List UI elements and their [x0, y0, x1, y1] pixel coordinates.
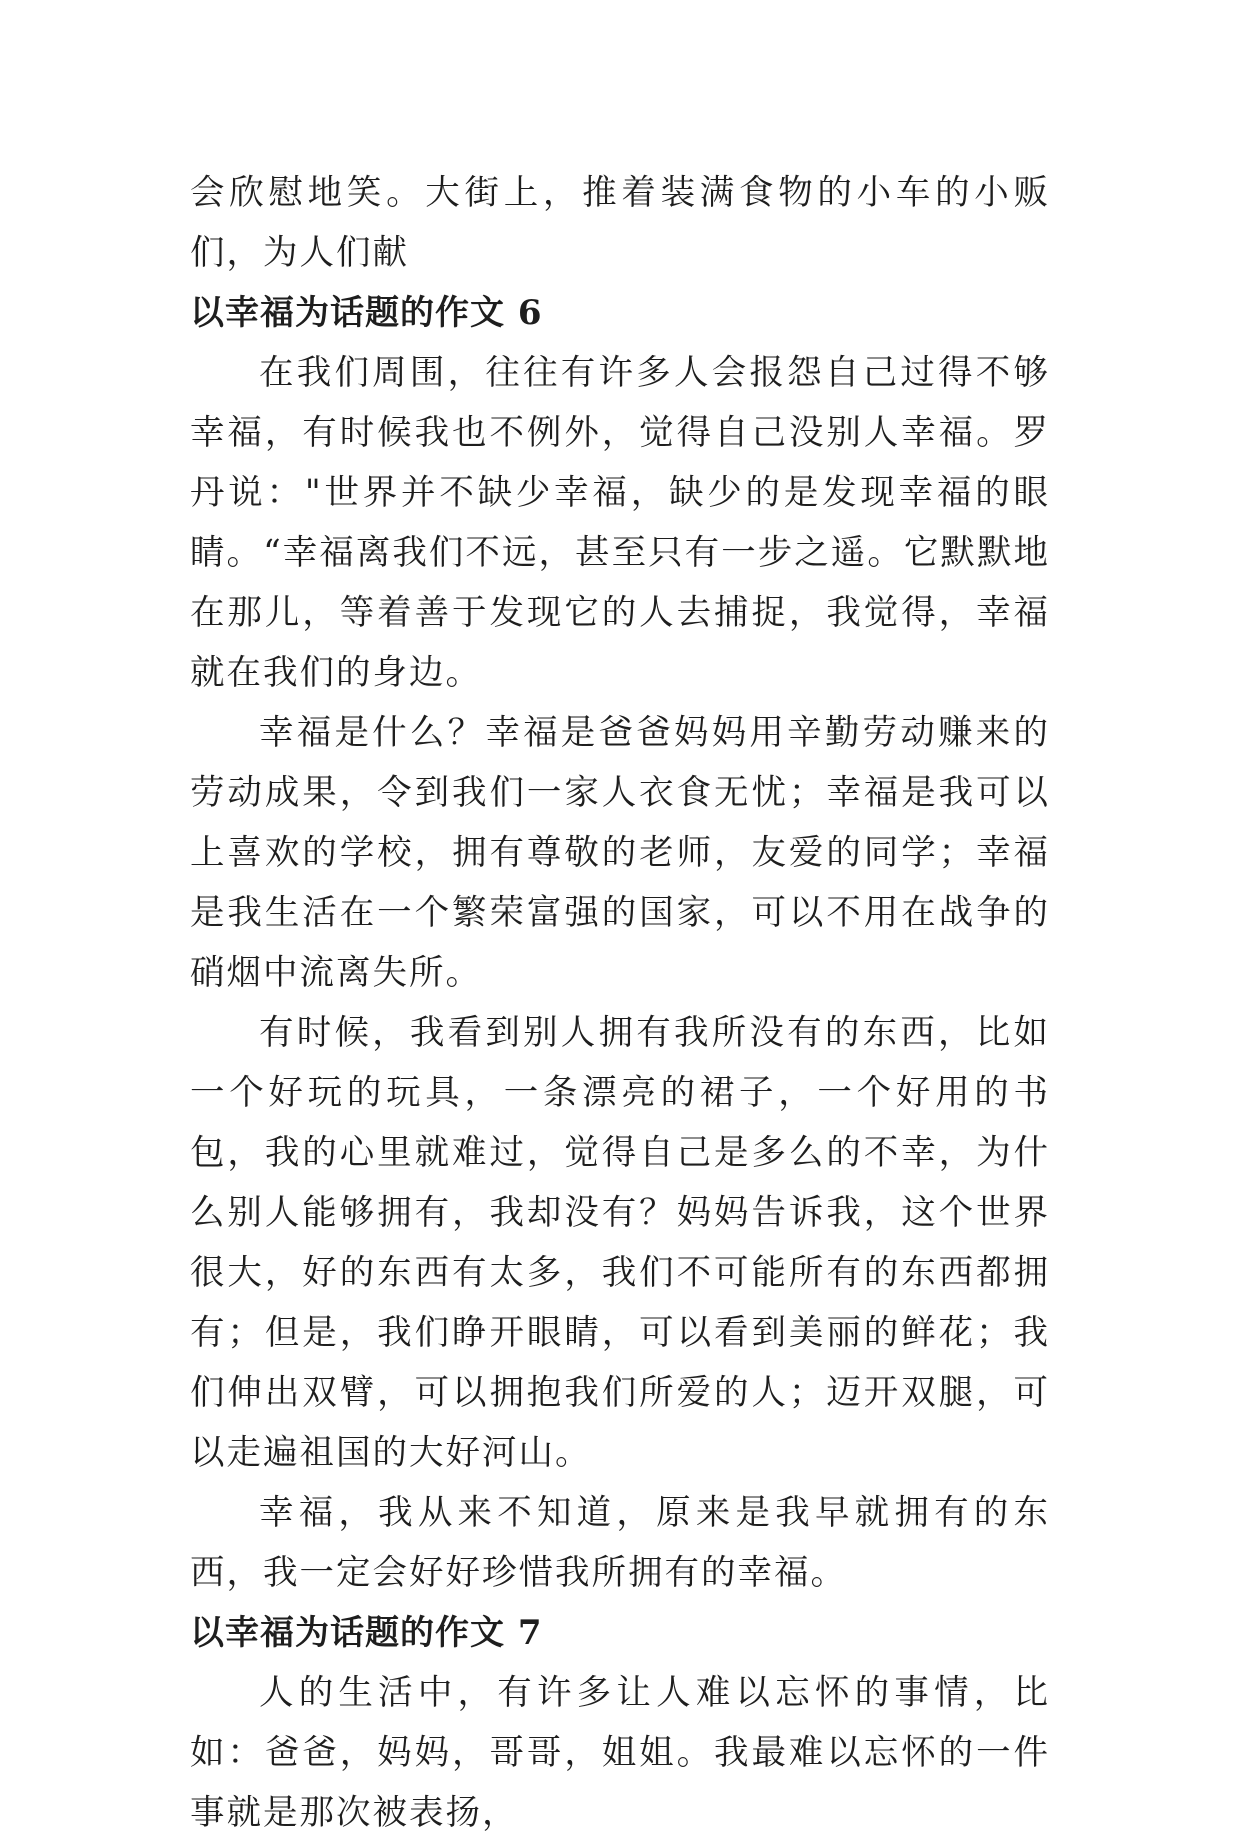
section-7-paragraph-1: 人的生活中，有许多让人难以忘怀的事情，比如：爸爸，妈妈，哥哥，姐姐。我最难以忘怀的一件事就是那次被表扬， [190, 1673, 1050, 1833]
section-6-paragraph-2: 幸福是什么？幸福是爸爸妈妈用辛勤劳动赚来的劳动成果，令到我们一家人衣食无忧；幸福是我可以上喜欢的学校，拥有尊敬的老师，友爱的同学；幸福是我生活在一个繁荣富强的国家，可以不用在战争的硝烟中流离失所。 [190, 713, 1050, 993]
section-6-paragraph-3: 有时候，我看到别人拥有我所没有的东西，比如一个好玩的玩具，一条漂亮的裙子，一个好用的书包，我的心里就难过，觉得自己是多么的不幸，为什么别人能够拥有，我却没有？妈妈告诉我，这个世界很大，好的东西有太多，我们不可能所有的东西都拥有；但是，我们睁开眼睛，可以看到美丽的鲜花；我们伸出双臂，可以拥抱我们所爱的人；迈开双腿，可以走遍祖国的大好河山。 [190, 1013, 1050, 1473]
section-7-title: 以幸福为话题的作文 7 [190, 1613, 543, 1653]
section-6-paragraph-1: 在我们周围，往往有许多人会报怨自己过得不够幸福，有时候我也不例外，觉得自己没别人幸福。罗丹说："世界并不缺少幸福，缺少的是发现幸福的眼睛。“幸福离我们不远，甚至只有一步之遥。它默默地在那儿，等着善于发现它的人去捕捉，我觉得，幸福就在我们的身边。 [190, 353, 1050, 693]
section-6-title: 以幸福为话题的作文 6 [190, 293, 543, 333]
section-6-paragraph-4: 幸福，我从来不知道，原来是我早就拥有的东西，我一定会好好珍惜我所拥有的幸福。 [190, 1493, 1050, 1593]
document-body [190, 163, 1050, 1843]
continuation-paragraph: 会欣慰地笑。大街上，推着装满食物的小车的小贩们，为人们献 [190, 173, 1050, 273]
